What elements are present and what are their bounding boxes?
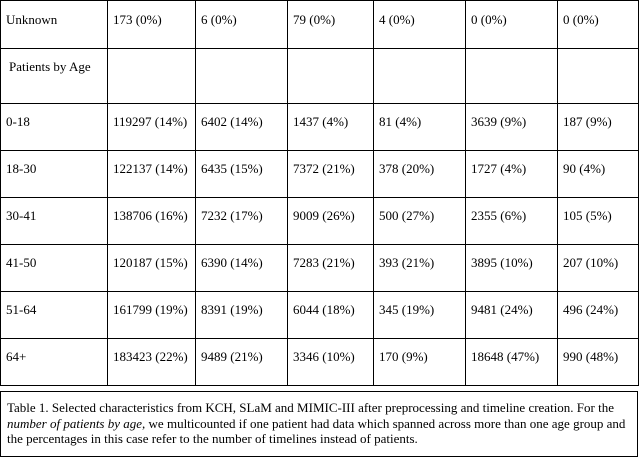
table-cell-empty	[374, 49, 466, 104]
table-cell: 81 (4%)	[374, 104, 466, 151]
table-cell: 122137 (14%)	[108, 151, 196, 198]
table-row	[1, 198, 639, 245]
table-cell: 9009 (26%)	[288, 198, 374, 245]
table-caption	[0, 391, 638, 457]
table-cell: 8391 (19%)	[196, 292, 288, 339]
table-cell: 1727 (4%)	[466, 151, 558, 198]
table-cell: 3895 (10%)	[466, 245, 558, 292]
table-row-unknown	[1, 1, 639, 49]
row-label: 41-50	[1, 245, 108, 292]
table-cell: 138706 (16%)	[108, 198, 196, 245]
table-cell: 2355 (6%)	[466, 198, 558, 245]
table-cell: 187 (9%)	[558, 104, 639, 151]
table-cell-empty	[288, 49, 374, 104]
table-cell: 0 (0%)	[466, 1, 558, 49]
table-cell: 7283 (21%)	[288, 245, 374, 292]
table-cell: 378 (20%)	[374, 151, 466, 198]
table-row	[1, 245, 639, 292]
table-cell: 1437 (4%)	[288, 104, 374, 151]
table-cell: 393 (21%)	[374, 245, 466, 292]
table-cell: 6435 (15%)	[196, 151, 288, 198]
row-label-unknown: Unknown	[1, 1, 108, 49]
table-cell: 105 (5%)	[558, 198, 639, 245]
table-cell: 500 (27%)	[374, 198, 466, 245]
table-cell: 6390 (14%)	[196, 245, 288, 292]
table-cell: 3639 (9%)	[466, 104, 558, 151]
table-cell: 9481 (24%)	[466, 292, 558, 339]
row-label: 30-41	[1, 198, 108, 245]
table-row	[1, 151, 639, 198]
table-cell: 170 (9%)	[374, 339, 466, 386]
caption-tail: we multicounted if one patient had data which spanned across more than one age group and the percentages in this case refer to the number of timelines instead of patients.	[7, 415, 626, 447]
table-cell: 345 (19%)	[374, 292, 466, 339]
table-cell: 3346 (10%)	[288, 339, 374, 386]
table-cell: 90 (4%)	[558, 151, 639, 198]
table-cell: 0 (0%)	[558, 1, 639, 49]
row-label: 18-30	[1, 151, 108, 198]
table-cell: 7372 (21%)	[288, 151, 374, 198]
table-cell: 6402 (14%)	[196, 104, 288, 151]
table-cell: 183423 (22%)	[108, 339, 196, 386]
table-cell: 7232 (17%)	[196, 198, 288, 245]
table-cell: 6 (0%)	[196, 1, 288, 49]
row-label: 64+	[1, 339, 108, 386]
caption-lead: Table 1. Selected characteristics from KCH, SLaM and MIMIC-III after preprocessing and timeline creation. For the	[7, 400, 614, 415]
table-cell: 119297 (14%)	[108, 104, 196, 151]
table-cell: 161799 (19%)	[108, 292, 196, 339]
table-cell: 4 (0%)	[374, 1, 466, 49]
table-cell-empty	[108, 49, 196, 104]
table-cell-empty	[196, 49, 288, 104]
row-label: 51-64	[1, 292, 108, 339]
table-cell-empty	[558, 49, 639, 104]
table-cell-empty	[466, 49, 558, 104]
table-row	[1, 104, 639, 151]
table-cell: 207 (10%)	[558, 245, 639, 292]
table-cell: 9489 (21%)	[196, 339, 288, 386]
row-label: 0-18	[1, 104, 108, 151]
table-cell: 6044 (18%)	[288, 292, 374, 339]
table-row-section-header	[1, 49, 639, 104]
table-cell: 18648 (47%)	[466, 339, 558, 386]
table-cell: 173 (0%)	[108, 1, 196, 49]
table-row	[1, 339, 639, 386]
table-cell: 990 (48%)	[558, 339, 639, 386]
table-row	[1, 292, 639, 339]
table-cell: 496 (24%)	[558, 292, 639, 339]
table-cell: 120187 (15%)	[108, 245, 196, 292]
table-cell: 79 (0%)	[288, 1, 374, 49]
section-header-patients-by-age: Patients by Age	[1, 49, 108, 104]
caption-emphasis: number of patients by age,	[7, 415, 146, 431]
